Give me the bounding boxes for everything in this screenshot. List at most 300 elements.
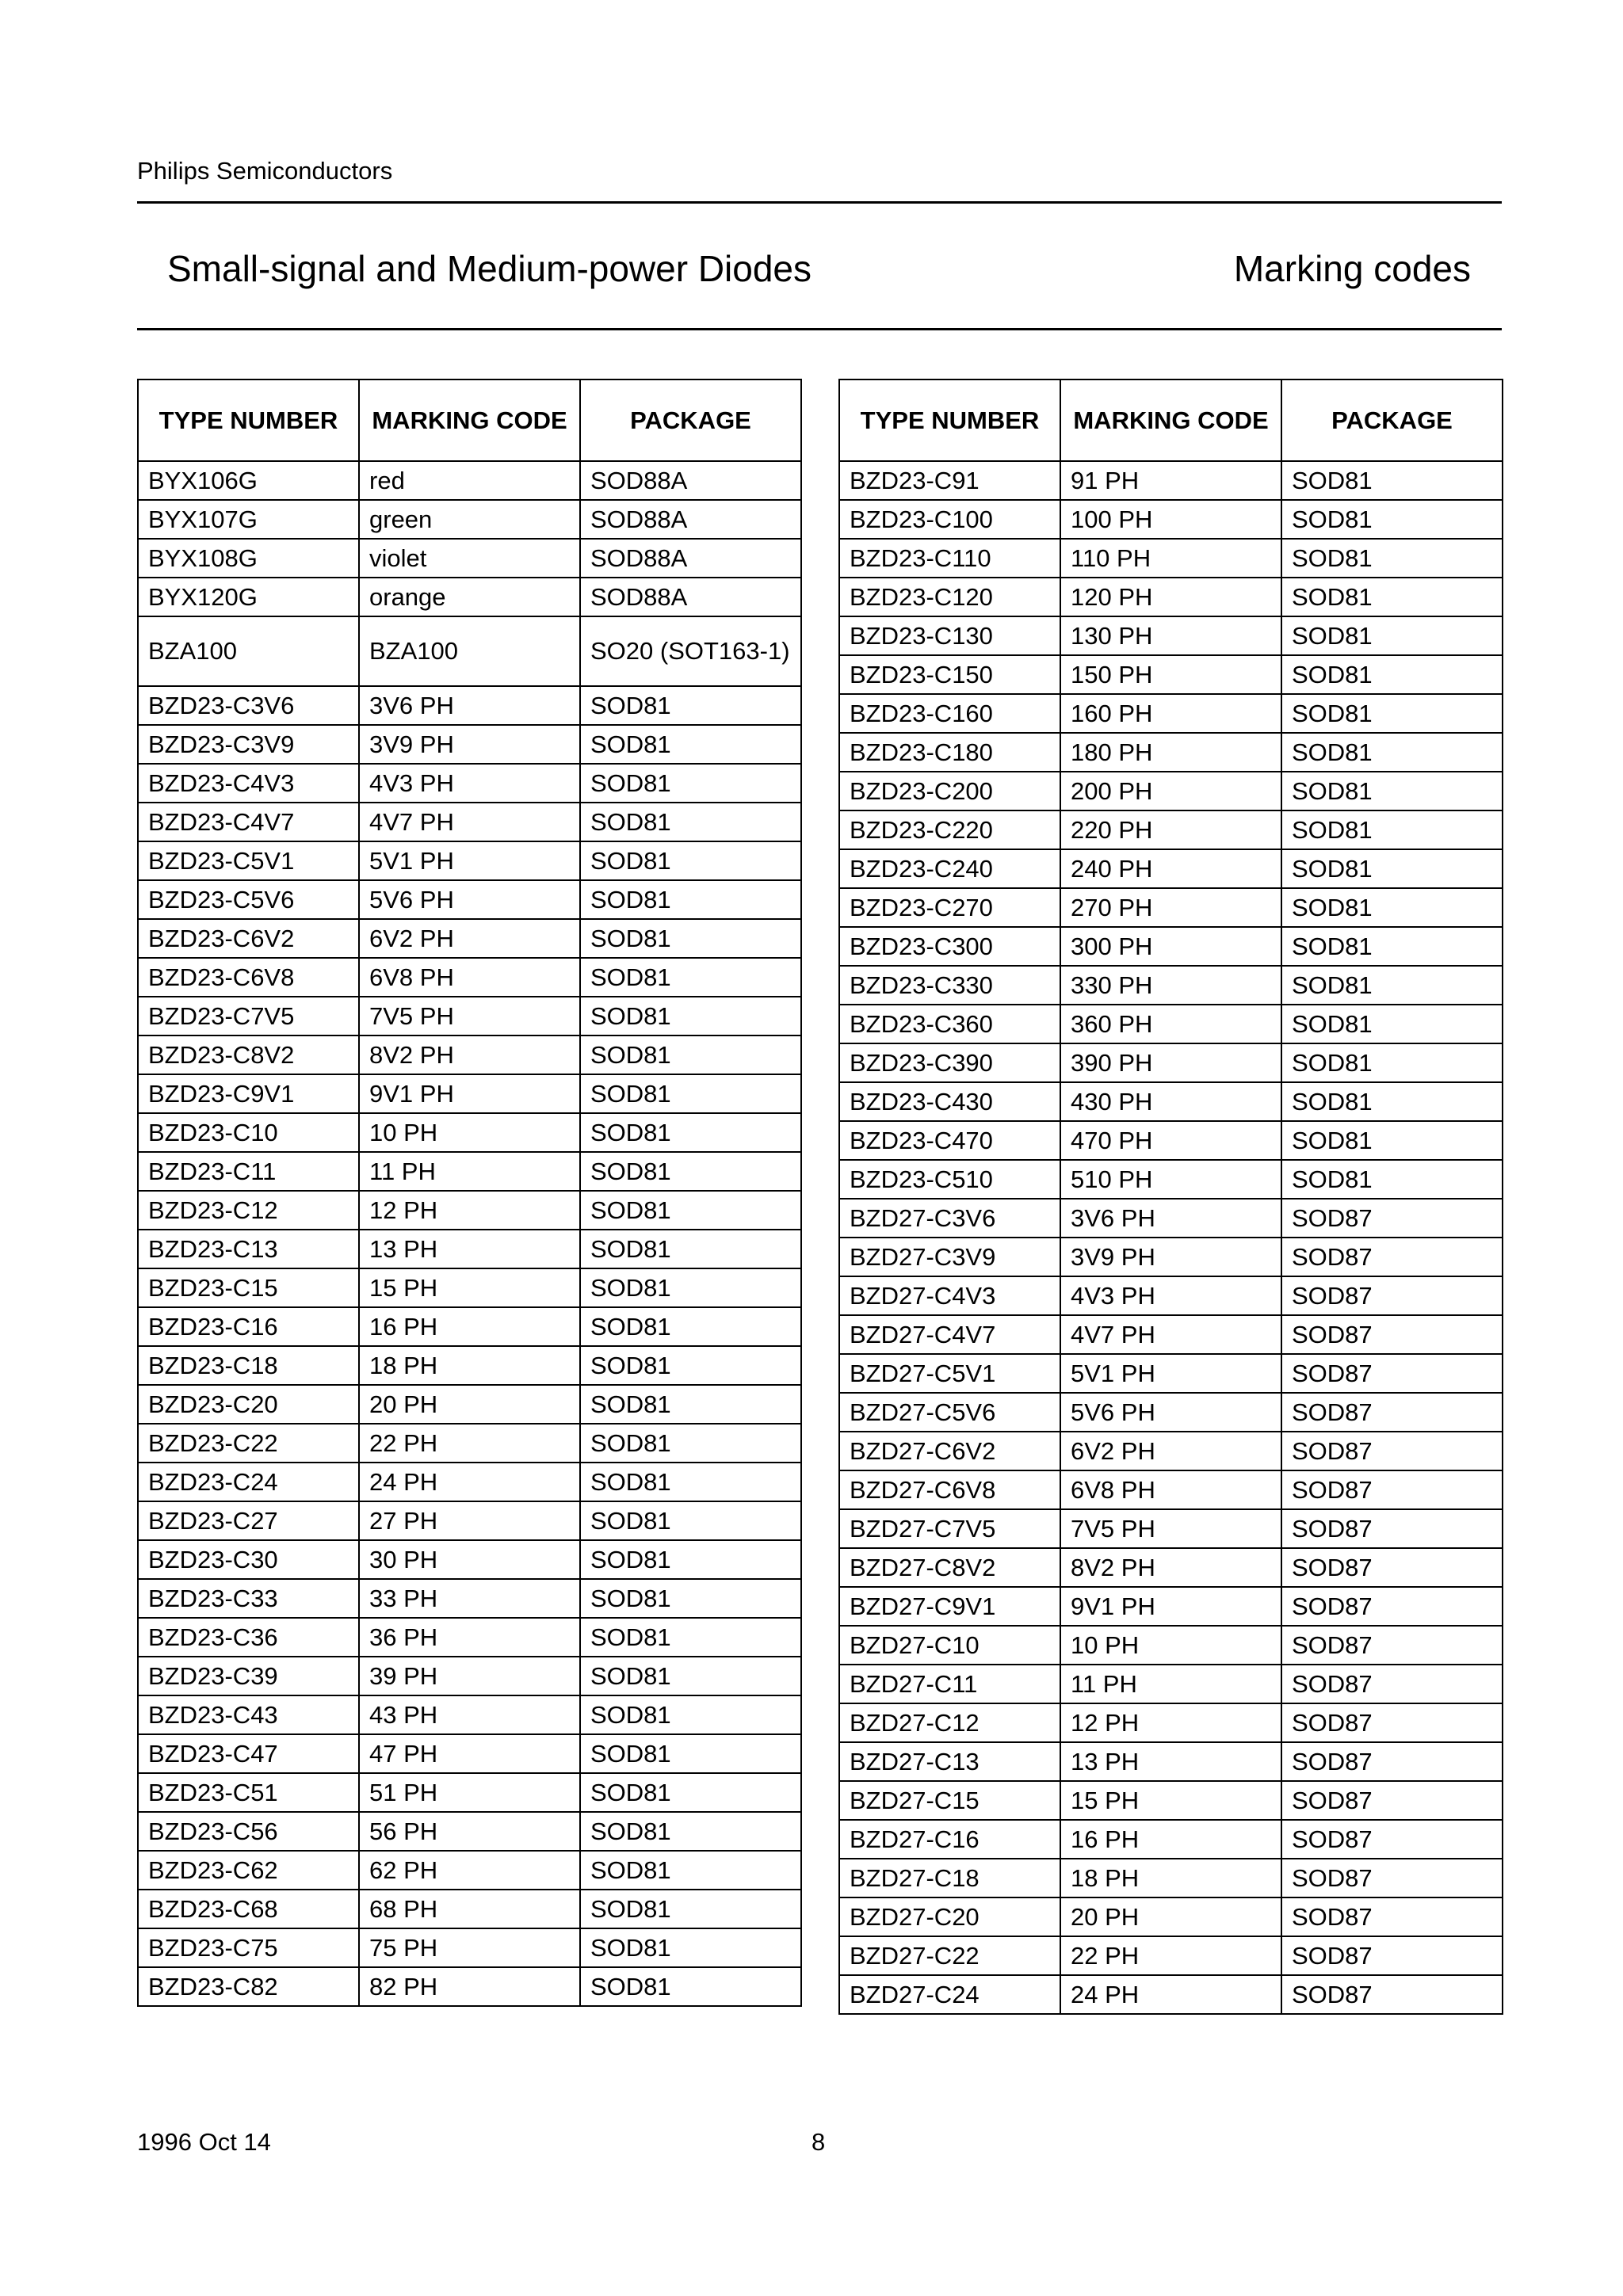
marking-code-cell: 430 PH xyxy=(1060,1082,1281,1121)
marking-code-cell: 130 PH xyxy=(1060,616,1281,655)
type-number-cell: BZD27-C6V2 xyxy=(839,1432,1060,1470)
marking-code-cell: 120 PH xyxy=(1060,578,1281,616)
table-row xyxy=(138,1928,801,1967)
type-number-cell: BZD27-C18 xyxy=(839,1859,1060,1897)
package-cell: SOD87 xyxy=(1281,1936,1503,1975)
table-row xyxy=(138,958,801,997)
package-cell: SO20 (SOT163-1) xyxy=(580,616,801,686)
table-row xyxy=(138,1346,801,1385)
package-cell: SOD87 xyxy=(1281,1859,1503,1897)
table-row xyxy=(138,1773,801,1812)
type-number-cell: BZD23-C8V2 xyxy=(138,1035,359,1074)
marking-code-cell: 13 PH xyxy=(1060,1742,1281,1781)
type-number-cell: BZD27-C5V6 xyxy=(839,1393,1060,1432)
header-bottom-rule xyxy=(137,328,1502,330)
marking-code-cell: 270 PH xyxy=(1060,888,1281,927)
table-row xyxy=(138,1501,801,1540)
package-cell: SOD87 xyxy=(1281,1897,1503,1936)
type-number-cell: BZD23-C22 xyxy=(138,1424,359,1463)
table-row xyxy=(839,1432,1503,1470)
marking-code-cell: green xyxy=(359,500,580,539)
table-row xyxy=(138,1618,801,1657)
type-number-cell: BZD23-C510 xyxy=(839,1160,1060,1199)
package-cell: SOD81 xyxy=(1281,616,1503,655)
package-cell: SOD81 xyxy=(1281,1005,1503,1043)
marking-code-cell: 470 PH xyxy=(1060,1121,1281,1160)
package-cell: SOD81 xyxy=(1281,772,1503,810)
marking-code-cell: 56 PH xyxy=(359,1812,580,1851)
table-row xyxy=(839,616,1503,655)
marking-code-cell: 7V5 PH xyxy=(1060,1509,1281,1548)
table-row xyxy=(138,1812,801,1851)
table-row xyxy=(839,1897,1503,1936)
type-number-cell: BZD23-C430 xyxy=(839,1082,1060,1121)
type-number-cell: BZD27-C4V3 xyxy=(839,1276,1060,1315)
marking-code-cell: 22 PH xyxy=(359,1424,580,1463)
type-number-cell: BZD23-C4V3 xyxy=(138,764,359,803)
package-cell: SOD81 xyxy=(580,1230,801,1268)
package-cell: SOD87 xyxy=(1281,1703,1503,1742)
type-number-cell: BZD23-C82 xyxy=(138,1967,359,2006)
package-cell: SOD81 xyxy=(580,1385,801,1424)
package-cell: SOD87 xyxy=(1281,1354,1503,1393)
marking-code-cell: 300 PH xyxy=(1060,927,1281,966)
marking-code-cell: 6V8 PH xyxy=(359,958,580,997)
table-row xyxy=(839,1781,1503,1820)
type-number-cell: BZD23-C240 xyxy=(839,849,1060,888)
package-cell: SOD81 xyxy=(580,841,801,880)
table-row xyxy=(138,1657,801,1695)
marking-code-cell: red xyxy=(359,461,580,500)
marking-code-cell: 18 PH xyxy=(359,1346,580,1385)
marking-code-cell: 6V2 PH xyxy=(359,919,580,958)
package-cell: SOD81 xyxy=(580,764,801,803)
package-cell: SOD81 xyxy=(580,1773,801,1812)
type-number-cell: BZD27-C9V1 xyxy=(839,1587,1060,1626)
table-row xyxy=(138,500,801,539)
marking-code-cell: 24 PH xyxy=(1060,1975,1281,2014)
table-row xyxy=(138,1191,801,1230)
package-cell: SOD81 xyxy=(580,1424,801,1463)
table-row xyxy=(138,725,801,764)
marking-code-cell: 110 PH xyxy=(1060,539,1281,578)
marking-code-cell: 5V1 PH xyxy=(1060,1354,1281,1393)
package-cell: SOD81 xyxy=(580,1268,801,1307)
type-number-cell: BZD23-C20 xyxy=(138,1385,359,1424)
table-row xyxy=(138,764,801,803)
package-cell: SOD87 xyxy=(1281,1470,1503,1509)
package-cell: SOD87 xyxy=(1281,1587,1503,1626)
package-cell: SOD81 xyxy=(580,1113,801,1152)
package-cell: SOD81 xyxy=(1281,578,1503,616)
marking-code-cell: 3V6 PH xyxy=(1060,1199,1281,1238)
package-cell: SOD81 xyxy=(580,1851,801,1890)
type-number-cell: BZD23-C270 xyxy=(839,888,1060,927)
package-cell: SOD81 xyxy=(580,1307,801,1346)
table-row xyxy=(839,1665,1503,1703)
marking-code-cell: 220 PH xyxy=(1060,810,1281,849)
table-row xyxy=(138,616,801,686)
table-row xyxy=(839,772,1503,810)
table-row xyxy=(138,1967,801,2006)
type-number-cell: BZD27-C7V5 xyxy=(839,1509,1060,1548)
type-number-cell: BZD27-C13 xyxy=(839,1742,1060,1781)
table-row xyxy=(138,880,801,919)
table-row xyxy=(138,919,801,958)
package-cell: SOD81 xyxy=(580,725,801,764)
table-row xyxy=(138,1890,801,1928)
type-number-cell: BZD27-C24 xyxy=(839,1975,1060,2014)
package-cell: SOD81 xyxy=(1281,655,1503,694)
marking-code-cell: 20 PH xyxy=(1060,1897,1281,1936)
table-row xyxy=(138,1113,801,1152)
section-title: Marking codes xyxy=(1233,248,1471,289)
type-number-cell: BYX108G xyxy=(138,539,359,578)
marking-code-cell: 6V8 PH xyxy=(1060,1470,1281,1509)
package-cell: SOD87 xyxy=(1281,1432,1503,1470)
marking-code-cell: 160 PH xyxy=(1060,694,1281,733)
type-number-cell: BZD23-C180 xyxy=(839,733,1060,772)
package-cell: SOD87 xyxy=(1281,1509,1503,1548)
table-row xyxy=(138,1035,801,1074)
package-cell: SOD88A xyxy=(580,578,801,616)
table-row xyxy=(839,461,1503,500)
package-cell: SOD81 xyxy=(1281,461,1503,500)
package-cell: SOD87 xyxy=(1281,1238,1503,1276)
type-number-cell: BZD23-C18 xyxy=(138,1346,359,1385)
package-cell: SOD87 xyxy=(1281,1393,1503,1432)
company-name: Philips Semiconductors xyxy=(137,157,393,185)
type-number-cell: BZD23-C330 xyxy=(839,966,1060,1005)
marking-code-cell: 39 PH xyxy=(359,1657,580,1695)
table-row xyxy=(138,1579,801,1618)
table-row xyxy=(138,686,801,725)
package-cell: SOD81 xyxy=(1281,733,1503,772)
table-row xyxy=(839,1005,1503,1043)
table-row xyxy=(138,1307,801,1346)
table-row xyxy=(138,578,801,616)
table-row xyxy=(138,1385,801,1424)
marking-codes-table-left xyxy=(137,379,802,2007)
table-row xyxy=(138,1540,801,1579)
type-number-cell: BZD23-C9V1 xyxy=(138,1074,359,1113)
package-cell: SOD87 xyxy=(1281,1975,1503,2014)
package-cell: SOD81 xyxy=(580,1501,801,1540)
table-row xyxy=(839,1936,1503,1975)
marking-code-cell: 36 PH xyxy=(359,1618,580,1657)
package-cell: SOD81 xyxy=(1281,539,1503,578)
package-cell: SOD88A xyxy=(580,539,801,578)
table-row xyxy=(839,1548,1503,1587)
package-cell: SOD81 xyxy=(580,1967,801,2006)
marking-code-cell: 8V2 PH xyxy=(1060,1548,1281,1587)
package-cell: SOD81 xyxy=(1281,1082,1503,1121)
type-number-cell: BYX106G xyxy=(138,461,359,500)
table-row xyxy=(138,1268,801,1307)
marking-code-cell: 20 PH xyxy=(359,1385,580,1424)
type-number-cell: BZD27-C4V7 xyxy=(839,1315,1060,1354)
marking-code-cell: 150 PH xyxy=(1060,655,1281,694)
marking-code-cell: 4V7 PH xyxy=(1060,1315,1281,1354)
type-number-cell: BZD23-C15 xyxy=(138,1268,359,1307)
marking-codes-table-right xyxy=(838,379,1503,2015)
marking-code-cell: 360 PH xyxy=(1060,1005,1281,1043)
marking-code-cell: 100 PH xyxy=(1060,500,1281,539)
marking-code-cell: 3V9 PH xyxy=(359,725,580,764)
package-cell: SOD81 xyxy=(580,1695,801,1734)
marking-code-cell: 5V6 PH xyxy=(359,880,580,919)
marking-code-cell: 43 PH xyxy=(359,1695,580,1734)
package-cell: SOD87 xyxy=(1281,1781,1503,1820)
marking-code-cell: 27 PH xyxy=(359,1501,580,1540)
package-cell: SOD81 xyxy=(580,686,801,725)
table-row xyxy=(138,1851,801,1890)
marking-code-cell: 10 PH xyxy=(1060,1626,1281,1665)
type-number-cell: BZD23-C130 xyxy=(839,616,1060,655)
marking-code-cell: 18 PH xyxy=(1060,1859,1281,1897)
table-body-right xyxy=(839,461,1503,2014)
type-number-cell: BZD27-C8V2 xyxy=(839,1548,1060,1587)
package-cell: SOD81 xyxy=(580,1579,801,1618)
type-number-cell: BZD23-C120 xyxy=(839,578,1060,616)
package-cell: SOD81 xyxy=(1281,1121,1503,1160)
package-cell: SOD87 xyxy=(1281,1665,1503,1703)
marking-code-cell: 6V2 PH xyxy=(1060,1432,1281,1470)
type-number-cell: BZD27-C5V1 xyxy=(839,1354,1060,1393)
package-cell: SOD81 xyxy=(580,1074,801,1113)
package-cell: SOD81 xyxy=(1281,694,1503,733)
marking-code-cell: 9V1 PH xyxy=(1060,1587,1281,1626)
marking-code-cell: 22 PH xyxy=(1060,1936,1281,1975)
package-cell: SOD81 xyxy=(1281,810,1503,849)
type-number-cell: BZD23-C160 xyxy=(839,694,1060,733)
package-cell: SOD81 xyxy=(580,1618,801,1657)
package-cell: SOD87 xyxy=(1281,1276,1503,1315)
table-row xyxy=(839,1859,1503,1897)
table-row xyxy=(839,1703,1503,1742)
type-number-cell: BZD23-C91 xyxy=(839,461,1060,500)
type-number-cell: BZD23-C33 xyxy=(138,1579,359,1618)
type-number-cell: BZD23-C16 xyxy=(138,1307,359,1346)
table-row xyxy=(839,1393,1503,1432)
footer-date: 1996 Oct 14 xyxy=(137,2128,271,2156)
marking-code-cell: 8V2 PH xyxy=(359,1035,580,1074)
package-cell: SOD81 xyxy=(580,1734,801,1773)
marking-code-cell: 9V1 PH xyxy=(359,1074,580,1113)
type-number-cell: BYX107G xyxy=(138,500,359,539)
marking-code-cell: 510 PH xyxy=(1060,1160,1281,1199)
package-cell: SOD81 xyxy=(580,1191,801,1230)
table-row xyxy=(839,1276,1503,1315)
marking-code-cell: 47 PH xyxy=(359,1734,580,1773)
package-cell: SOD81 xyxy=(1281,927,1503,966)
type-number-cell: BZD27-C3V9 xyxy=(839,1238,1060,1276)
marking-code-cell: 390 PH xyxy=(1060,1043,1281,1082)
table-row xyxy=(138,1463,801,1501)
type-number-cell: BZD23-C27 xyxy=(138,1501,359,1540)
table-row xyxy=(138,1074,801,1113)
type-number-cell: BZD27-C12 xyxy=(839,1703,1060,1742)
package-cell: SOD81 xyxy=(1281,1043,1503,1082)
marking-code-cell: 240 PH xyxy=(1060,849,1281,888)
marking-code-cell: 82 PH xyxy=(359,1967,580,2006)
type-number-cell: BZD27-C11 xyxy=(839,1665,1060,1703)
type-number-cell: BZD23-C150 xyxy=(839,655,1060,694)
package-cell: SOD81 xyxy=(580,1812,801,1851)
type-number-cell: BZD23-C4V7 xyxy=(138,803,359,841)
type-number-cell: BZD23-C100 xyxy=(839,500,1060,539)
marking-code-cell: violet xyxy=(359,539,580,578)
type-number-cell: BZD27-C15 xyxy=(839,1781,1060,1820)
marking-code-cell: 4V7 PH xyxy=(359,803,580,841)
marking-code-cell: 68 PH xyxy=(359,1890,580,1928)
type-number-cell: BZD23-C36 xyxy=(138,1618,359,1657)
type-number-cell: BZD23-C13 xyxy=(138,1230,359,1268)
marking-code-cell: 75 PH xyxy=(359,1928,580,1967)
package-cell: SOD87 xyxy=(1281,1548,1503,1587)
table-row xyxy=(839,1820,1503,1859)
type-number-cell: BZD23-C470 xyxy=(839,1121,1060,1160)
column-header-package: PACKAGE xyxy=(1281,379,1503,461)
table-row xyxy=(839,966,1503,1005)
package-cell: SOD81 xyxy=(1281,966,1503,1005)
package-cell: SOD87 xyxy=(1281,1315,1503,1354)
type-number-cell: BYX120G xyxy=(138,578,359,616)
marking-code-cell: 24 PH xyxy=(359,1463,580,1501)
table-row xyxy=(839,810,1503,849)
document-title: Small-signal and Medium-power Diodes xyxy=(167,248,812,289)
package-cell: SOD88A xyxy=(580,461,801,500)
package-cell: SOD81 xyxy=(580,1540,801,1579)
marking-code-cell: BZA100 xyxy=(359,616,580,686)
table-row xyxy=(839,849,1503,888)
column-header-type-number: TYPE NUMBER xyxy=(839,379,1060,461)
marking-code-cell: 5V1 PH xyxy=(359,841,580,880)
table-row xyxy=(839,1238,1503,1276)
table-row xyxy=(839,888,1503,927)
package-cell: SOD87 xyxy=(1281,1626,1503,1665)
table-row xyxy=(839,655,1503,694)
table-row xyxy=(839,1354,1503,1393)
table-row xyxy=(839,1587,1503,1626)
table-row xyxy=(839,1082,1503,1121)
package-cell: SOD87 xyxy=(1281,1820,1503,1859)
package-cell: SOD81 xyxy=(1281,500,1503,539)
marking-code-cell: 5V6 PH xyxy=(1060,1393,1281,1432)
marking-code-cell: orange xyxy=(359,578,580,616)
type-number-cell: BZD23-C47 xyxy=(138,1734,359,1773)
type-number-cell: BZD23-C51 xyxy=(138,1773,359,1812)
type-number-cell: BZD23-C220 xyxy=(839,810,1060,849)
marking-code-cell: 16 PH xyxy=(359,1307,580,1346)
type-number-cell: BZD23-C3V9 xyxy=(138,725,359,764)
package-cell: SOD87 xyxy=(1281,1742,1503,1781)
type-number-cell: BZD23-C30 xyxy=(138,1540,359,1579)
marking-code-cell: 10 PH xyxy=(359,1113,580,1152)
type-number-cell: BZD23-C56 xyxy=(138,1812,359,1851)
package-cell: SOD81 xyxy=(1281,888,1503,927)
table-header-row xyxy=(839,379,1503,461)
package-cell: SOD81 xyxy=(580,997,801,1035)
marking-code-cell: 11 PH xyxy=(359,1152,580,1191)
table-header-row xyxy=(138,379,801,461)
table-row xyxy=(839,539,1503,578)
header-top-rule xyxy=(137,201,1502,204)
table-row xyxy=(839,1975,1503,2014)
table-row xyxy=(839,1043,1503,1082)
type-number-cell: BZD23-C200 xyxy=(839,772,1060,810)
marking-code-cell: 3V6 PH xyxy=(359,686,580,725)
type-number-cell: BZD23-C7V5 xyxy=(138,997,359,1035)
type-number-cell: BZD23-C10 xyxy=(138,1113,359,1152)
package-cell: SOD87 xyxy=(1281,1199,1503,1238)
table-body-left xyxy=(138,461,801,2006)
type-number-cell: BZD23-C43 xyxy=(138,1695,359,1734)
table-row xyxy=(839,1160,1503,1199)
type-number-cell: BZD23-C11 xyxy=(138,1152,359,1191)
type-number-cell: BZD27-C6V8 xyxy=(839,1470,1060,1509)
type-number-cell: BZD27-C22 xyxy=(839,1936,1060,1975)
table-row xyxy=(839,1199,1503,1238)
table-row xyxy=(138,1152,801,1191)
type-number-cell: BZD23-C75 xyxy=(138,1928,359,1967)
column-header-type-number: TYPE NUMBER xyxy=(138,379,359,461)
table-row xyxy=(138,1695,801,1734)
type-number-cell: BZD23-C39 xyxy=(138,1657,359,1695)
column-header-marking-code: MARKING CODE xyxy=(359,379,580,461)
package-cell: SOD81 xyxy=(580,880,801,919)
marking-code-cell: 51 PH xyxy=(359,1773,580,1812)
type-number-cell: BZD23-C12 xyxy=(138,1191,359,1230)
marking-code-cell: 180 PH xyxy=(1060,733,1281,772)
type-number-cell: BZD27-C3V6 xyxy=(839,1199,1060,1238)
table-row xyxy=(138,461,801,500)
package-cell: SOD81 xyxy=(580,1890,801,1928)
table-row xyxy=(839,1470,1503,1509)
type-number-cell: BZD23-C6V8 xyxy=(138,958,359,997)
table-row xyxy=(839,1121,1503,1160)
type-number-cell: BZD27-C20 xyxy=(839,1897,1060,1936)
type-number-cell: BZD23-C3V6 xyxy=(138,686,359,725)
marking-code-cell: 330 PH xyxy=(1060,966,1281,1005)
table-row xyxy=(839,1742,1503,1781)
table-row xyxy=(138,997,801,1035)
marking-code-cell: 11 PH xyxy=(1060,1665,1281,1703)
package-cell: SOD81 xyxy=(580,919,801,958)
table-row xyxy=(138,841,801,880)
package-cell: SOD81 xyxy=(580,1035,801,1074)
page-number: 8 xyxy=(812,2128,826,2156)
package-cell: SOD81 xyxy=(580,803,801,841)
marking-code-cell: 12 PH xyxy=(359,1191,580,1230)
package-cell: SOD81 xyxy=(1281,849,1503,888)
marking-code-cell: 30 PH xyxy=(359,1540,580,1579)
marking-code-cell: 7V5 PH xyxy=(359,997,580,1035)
table-row xyxy=(138,1424,801,1463)
table-row xyxy=(839,733,1503,772)
marking-code-cell: 200 PH xyxy=(1060,772,1281,810)
type-number-cell: BZD23-C110 xyxy=(839,539,1060,578)
table-row xyxy=(839,1626,1503,1665)
type-number-cell: BZD23-C300 xyxy=(839,927,1060,966)
type-number-cell: BZD27-C10 xyxy=(839,1626,1060,1665)
type-number-cell: BZD23-C5V6 xyxy=(138,880,359,919)
marking-code-cell: 62 PH xyxy=(359,1851,580,1890)
package-cell: SOD81 xyxy=(580,1657,801,1695)
table-row xyxy=(138,1734,801,1773)
type-number-cell: BZA100 xyxy=(138,616,359,686)
type-number-cell: BZD23-C360 xyxy=(839,1005,1060,1043)
